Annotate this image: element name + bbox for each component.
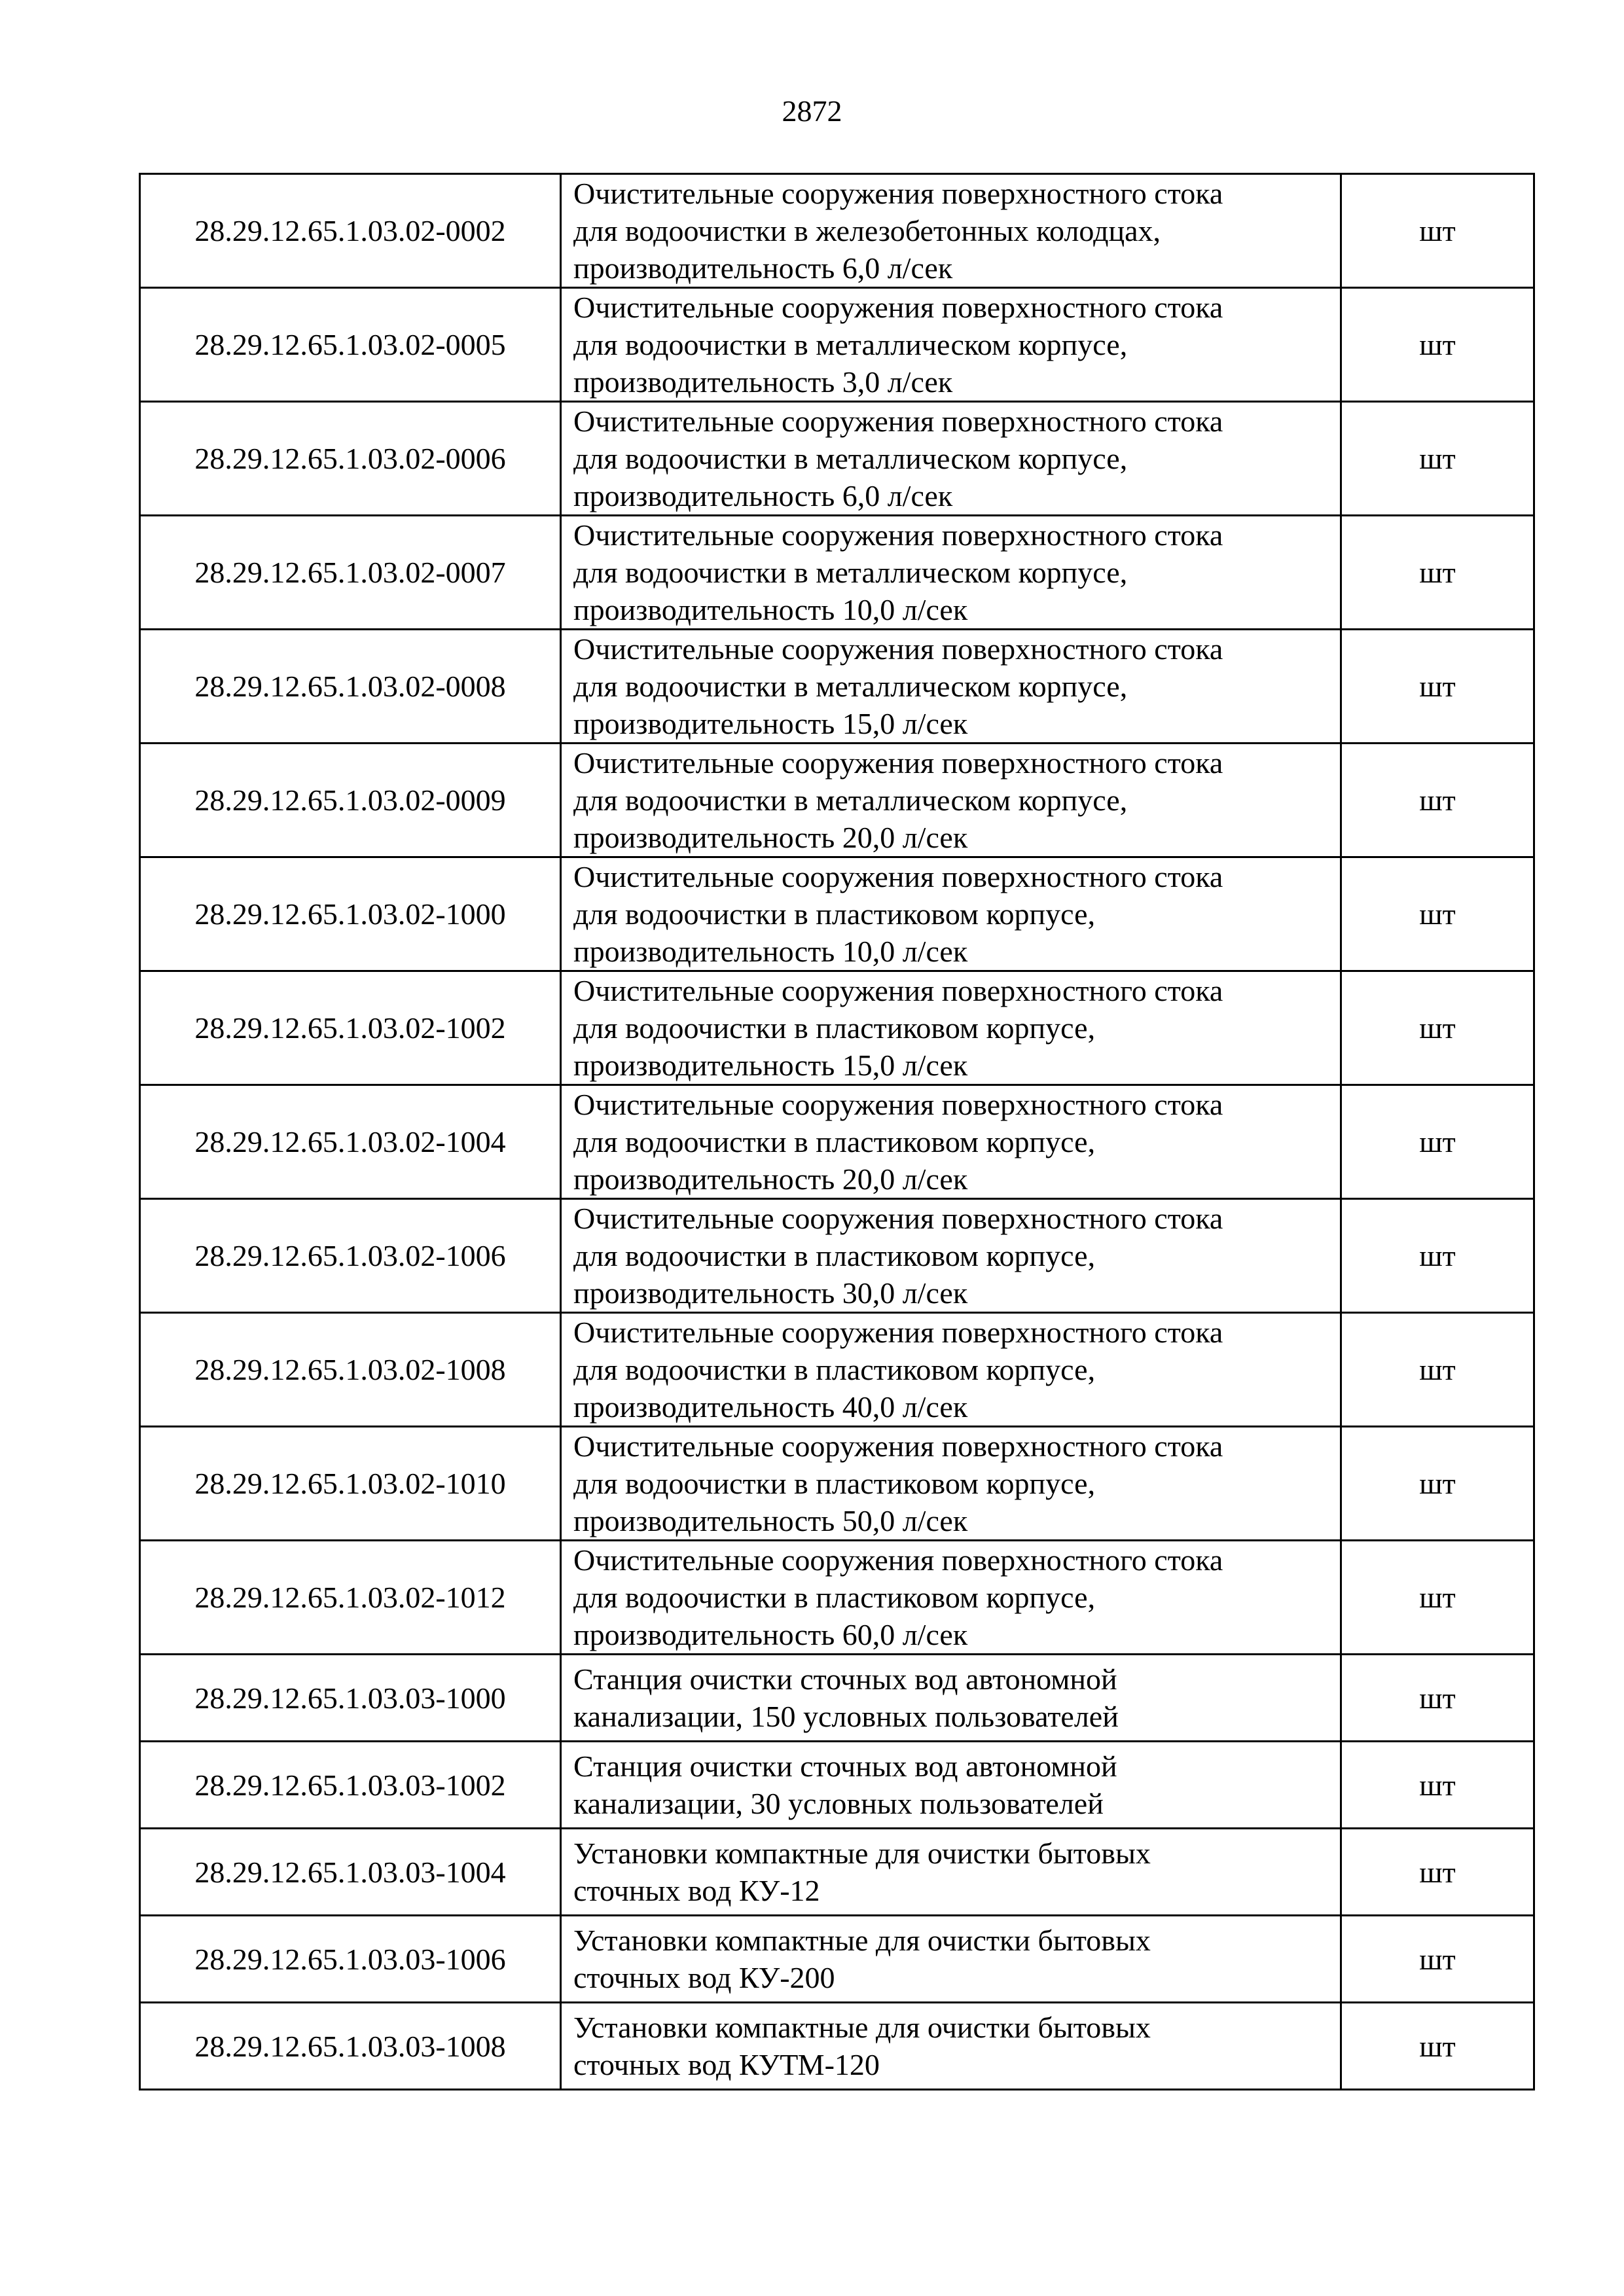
unit-cell: шт xyxy=(1341,1742,1534,1829)
description-line: Очистительные сооружения поверхностного стока xyxy=(573,746,1223,780)
description-line: производительность 60,0 л/сек xyxy=(573,1618,968,1651)
table-row xyxy=(140,1742,1534,1829)
resource-table xyxy=(139,173,1535,2090)
page-number: 2872 xyxy=(782,94,842,128)
table-row xyxy=(140,744,1534,857)
description-line: Очистительные сооружения поверхностного стока xyxy=(573,1429,1223,1463)
description-line: для водоочистки в металлическом корпусе, xyxy=(573,442,1128,475)
description-line: производительность 20,0 л/сек xyxy=(573,821,968,854)
resource-code-cell: 28.29.12.65.1.03.02-1002 xyxy=(140,971,561,1085)
description-line: производительность 30,0 л/сек xyxy=(573,1276,968,1310)
description-line: для водоочистки в пластиковом корпусе, xyxy=(573,1239,1096,1272)
unit-cell: шт xyxy=(1341,1427,1534,1541)
description-line: Очистительные сооружения поверхностного стока xyxy=(573,404,1223,438)
unit-cell: шт xyxy=(1341,402,1534,516)
unit-cell: шт xyxy=(1341,1916,1534,2003)
description-line: производительность 50,0 л/сек xyxy=(573,1504,968,1537)
resource-description-cell xyxy=(561,402,1341,516)
description-line: Очистительные сооружения поверхностного стока xyxy=(573,1543,1223,1577)
table-row xyxy=(140,1313,1534,1427)
table-row xyxy=(140,2003,1534,2090)
description-line: Станция очистки сточных вод автономной xyxy=(573,1662,1117,1696)
description-line: Очистительные сооружения поверхностного стока xyxy=(573,1202,1223,1235)
description-line: Установки компактные для очистки бытовых xyxy=(573,1837,1151,1870)
resource-description-cell xyxy=(561,1199,1341,1313)
description-line: Очистительные сооружения поверхностного стока xyxy=(573,291,1223,324)
resource-description-cell xyxy=(561,1655,1341,1742)
unit-cell: шт xyxy=(1341,516,1534,630)
resource-code-cell: 28.29.12.65.1.03.03-1002 xyxy=(140,1742,561,1829)
table-row xyxy=(140,1199,1534,1313)
table-row xyxy=(140,1427,1534,1541)
description-line: канализации, 30 условных пользователей xyxy=(573,1787,1104,1820)
resource-description-cell xyxy=(561,1085,1341,1199)
description-line: для водоочистки в пластиковом корпусе, xyxy=(573,897,1096,931)
unit-cell: шт xyxy=(1341,174,1534,288)
table-row xyxy=(140,857,1534,971)
description-line: сточных вод КУТМ-120 xyxy=(573,2048,880,2081)
description-line: Очистительные сооружения поверхностного стока xyxy=(573,860,1223,893)
description-line: производительность 15,0 л/сек xyxy=(573,707,968,740)
description-line: Очистительные сооружения поверхностного стока xyxy=(573,974,1223,1007)
unit-cell: шт xyxy=(1341,857,1534,971)
description-line: производительность 15,0 л/сек xyxy=(573,1049,968,1082)
description-line: Очистительные сооружения поверхностного стока xyxy=(573,1316,1223,1349)
description-line: производительность 20,0 л/сек xyxy=(573,1162,968,1196)
resource-code-cell: 28.29.12.65.1.03.02-0007 xyxy=(140,516,561,630)
table-row xyxy=(140,402,1534,516)
description-line: Очистительные сооружения поверхностного стока xyxy=(573,1088,1223,1121)
resource-code-cell: 28.29.12.65.1.03.03-1000 xyxy=(140,1655,561,1742)
table-row xyxy=(140,971,1534,1085)
resource-code-cell: 28.29.12.65.1.03.03-1008 xyxy=(140,2003,561,2090)
unit-cell: шт xyxy=(1341,288,1534,402)
table-row xyxy=(140,1655,1534,1742)
description-line: для водоочистки в пластиковом корпусе, xyxy=(573,1581,1096,1614)
description-line: для водоочистки в железобетонных колодцах, xyxy=(573,214,1161,247)
table-row xyxy=(140,1541,1534,1655)
resource-code-cell: 28.29.12.65.1.03.02-0006 xyxy=(140,402,561,516)
resource-code-cell: 28.29.12.65.1.03.02-0008 xyxy=(140,630,561,744)
resource-code-cell: 28.29.12.65.1.03.02-1004 xyxy=(140,1085,561,1199)
description-line: для водоочистки в пластиковом корпусе, xyxy=(573,1353,1096,1386)
description-line: производительность 40,0 л/сек xyxy=(573,1390,968,1424)
table-row xyxy=(140,1916,1534,2003)
description-line: производительность 10,0 л/сек xyxy=(573,935,968,968)
description-line: сточных вод КУ-200 xyxy=(573,1961,835,1994)
table-row xyxy=(140,174,1534,288)
description-line: сточных вод КУ-12 xyxy=(573,1874,820,1907)
unit-cell: шт xyxy=(1341,971,1534,1085)
resource-description-cell xyxy=(561,1313,1341,1427)
resource-description-cell xyxy=(561,1541,1341,1655)
description-line: для водоочистки в металлическом корпусе, xyxy=(573,328,1128,361)
resource-description-cell xyxy=(561,174,1341,288)
resource-code-cell: 28.29.12.65.1.03.02-1010 xyxy=(140,1427,561,1541)
resource-description-cell xyxy=(561,2003,1341,2090)
description-line: для водоочистки в пластиковом корпусе, xyxy=(573,1011,1096,1045)
description-line: для водоочистки в металлическом корпусе, xyxy=(573,783,1128,817)
resource-code-cell: 28.29.12.65.1.03.02-1008 xyxy=(140,1313,561,1427)
resource-description-cell xyxy=(561,1829,1341,1916)
unit-cell: шт xyxy=(1341,1829,1534,1916)
description-line: производительность 6,0 л/сек xyxy=(573,251,953,285)
description-line: Установки компактные для очистки бытовых xyxy=(573,2011,1151,2044)
unit-cell: шт xyxy=(1341,630,1534,744)
resource-code-cell: 28.29.12.65.1.03.03-1004 xyxy=(140,1829,561,1916)
unit-cell: шт xyxy=(1341,2003,1534,2090)
resource-code-cell: 28.29.12.65.1.03.02-0005 xyxy=(140,288,561,402)
description-line: Очистительные сооружения поверхностного стока xyxy=(573,177,1223,210)
resource-description-cell xyxy=(561,516,1341,630)
description-line: производительность 10,0 л/сек xyxy=(573,593,968,626)
resource-description-cell xyxy=(561,744,1341,857)
resource-description-cell xyxy=(561,1742,1341,1829)
resource-code-cell: 28.29.12.65.1.03.02-1000 xyxy=(140,857,561,971)
unit-cell: шт xyxy=(1341,1313,1534,1427)
unit-cell: шт xyxy=(1341,1655,1534,1742)
resource-description-cell xyxy=(561,630,1341,744)
unit-cell: шт xyxy=(1341,744,1534,857)
table-body xyxy=(140,174,1534,2090)
description-line: Станция очистки сточных вод автономной xyxy=(573,1749,1117,1783)
resource-description-cell xyxy=(561,857,1341,971)
table-row xyxy=(140,1085,1534,1199)
resource-description-cell xyxy=(561,1427,1341,1541)
resource-description-cell xyxy=(561,1916,1341,2003)
unit-cell: шт xyxy=(1341,1541,1534,1655)
description-line: Очистительные сооружения поверхностного стока xyxy=(573,632,1223,666)
table-row xyxy=(140,1829,1534,1916)
description-line: Очистительные сооружения поверхностного стока xyxy=(573,518,1223,552)
resource-code-cell: 28.29.12.65.1.03.02-1012 xyxy=(140,1541,561,1655)
resource-code-cell: 28.29.12.65.1.03.02-0002 xyxy=(140,174,561,288)
description-line: для водоочистки в металлическом корпусе, xyxy=(573,556,1128,589)
resource-code-cell: 28.29.12.65.1.03.02-0009 xyxy=(140,744,561,857)
table-row xyxy=(140,630,1534,744)
resource-code-cell: 28.29.12.65.1.03.03-1006 xyxy=(140,1916,561,2003)
description-line: производительность 6,0 л/сек xyxy=(573,479,953,512)
resource-description-cell xyxy=(561,288,1341,402)
description-line: производительность 3,0 л/сек xyxy=(573,365,953,399)
unit-cell: шт xyxy=(1341,1199,1534,1313)
description-line: Установки компактные для очистки бытовых xyxy=(573,1924,1151,1957)
description-line: канализации, 150 условных пользователей xyxy=(573,1700,1119,1733)
description-line: для водоочистки в металлическом корпусе, xyxy=(573,670,1128,703)
resource-code-cell: 28.29.12.65.1.03.02-1006 xyxy=(140,1199,561,1313)
description-line: для водоочистки в пластиковом корпусе, xyxy=(573,1125,1096,1158)
unit-cell: шт xyxy=(1341,1085,1534,1199)
resource-description-cell xyxy=(561,971,1341,1085)
description-line: для водоочистки в пластиковом корпусе, xyxy=(573,1467,1096,1500)
table-row xyxy=(140,516,1534,630)
table-row xyxy=(140,288,1534,402)
